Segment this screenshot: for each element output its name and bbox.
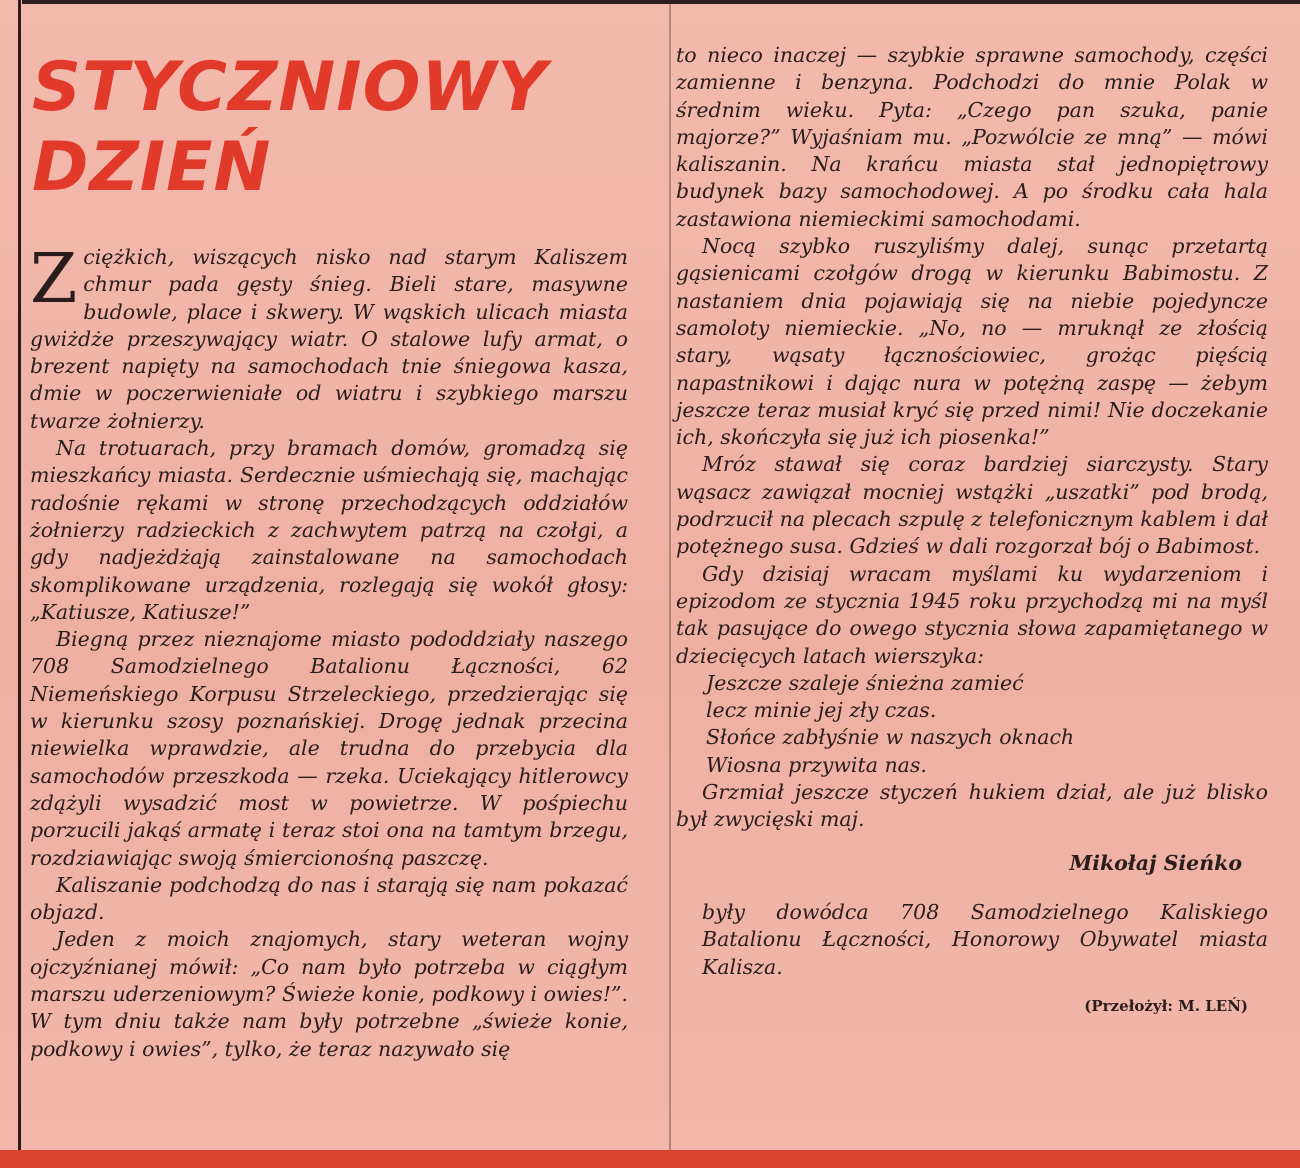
closing-paragraph: Grzmiał jeszcze styczeń hukiem dział, ale już blisko był zwycięski maj. bbox=[676, 780, 1268, 832]
poem-line: Jeszcze szaleje śnieżna zamieć bbox=[706, 670, 1024, 695]
paragraph-5: Jeden z moich znajomych, stary weteran wojny ojczyźnianej mówił: „Co nam było potrzeba w ciągłym marszu uderzeniowym? Świeże konie, podkowy i owies!”. W tym dniu także nam były potrzebne „świeże konie, podkowy i owies”, tylko, że teraz nazywało się bbox=[30, 927, 628, 1061]
article-title bbox=[32, 48, 548, 208]
author-signature: Mikołaj Sieńko bbox=[1069, 850, 1242, 875]
translator-credit: (Przełożył: M. LEŃ) bbox=[1084, 996, 1248, 1015]
paragraph-3: Biegną przez nieznajome miasto pododdziały naszego 708 Samodzielnego Batalionu Łączności, 62 Niemeńskiego Korpusu Strzeleckiego, przedzierając się w kierunku szosy poznańskiej. Drogę jednak przecina niewielka wprawdzie, ale trudna do przebycia dla samochodów przeszkoda — rzeka. Uciekający hitlerowcy zdążyli wysadzić most w powietrze. W pośpiechu porzucili jakąś armatę i teraz stoi ona na tamtym brzegu, rozdziawiając swoją śmiercionośną paszczę. bbox=[30, 627, 628, 870]
poem bbox=[676, 670, 1268, 779]
bottom-color-band bbox=[0, 1150, 1300, 1168]
top-border-rule bbox=[22, 0, 1300, 4]
poem-line: Wiosna przywita nas. bbox=[706, 752, 927, 777]
left-column bbox=[30, 240, 628, 1063]
title-line-1: STYCZNIOWY bbox=[32, 48, 548, 127]
paragraph-2: Na trotuarach, przy bramach domów, gromadzą się mieszkańcy miasta. Serdecznie uśmiechają się, machając radośnie rękami w stronę przechodzących oddziałów żołnierzy radzieckich z zachwytem patrzą na czołgi, a gdy nadjeżdżają zainstalowane na samochodach skomplikowane urządzenia, rozlegają się wokół głosy: „Katiusze, Katiusze!” bbox=[30, 436, 628, 624]
paragraph-7: Nocą szybko ruszyliśmy dalej, sunąc przetartą gąsienicami czołgów drogą w kierunku Babimostu. Z nastaniem dnia pojawiają się na niebie pojedyncze samoloty niemieckie. „No, no — mruknął ze złością stary, wąsaty łącznościowiec, grożąc pięścią napastnikowi i dając nura w potężną zaspę — żebym jeszcze teraz musiał kryć się przed nimi! Nie doczekanie ich, skończyła się już ich piosenka!” bbox=[676, 234, 1268, 450]
left-border-rule bbox=[18, 0, 21, 1168]
paragraph-9: Gdy dzisiaj wracam myślami ku wydarzeniom i epizodom ze stycznia 1945 roku przychodzą mi na myśl tak pasujące do owego stycznia słowa zapamiętanego w dziecięcych latach wierszyka: bbox=[676, 561, 1268, 668]
paragraph-8: Mróz stawał się coraz bardziej siarczysty. Stary wąsacz zawiązał mocniej wstążki „uszatki” pod brodą, podrzucił na plecach szpulę z telefonicznym kablem i dał potężnego susa. Gdzieś w dali rozgorzał bój o Babimost. bbox=[676, 452, 1268, 559]
paragraph-4: Kaliszanie podchodzą do nas i starają się nam pokazać objazd. bbox=[30, 872, 628, 925]
paragraph-6: to nieco inaczej — szybkie sprawne samochody, części zamienne i benzyna. Podchodzi do mnie Polak w średnim wieku. Pyta: „Czego pan szuka, panie majorze?” Wyjaśniam mu. „Pozwólcie ze mną” — mówi kaliszanin. Na krańcu miasta stał jednopiętrowy budynek bazy samochodowej. A po środku cała hala zastawiona niemieckimi samochodami. bbox=[676, 43, 1268, 231]
drop-cap: Z bbox=[30, 240, 78, 319]
right-column bbox=[676, 42, 1268, 1020]
title-line-2: DZIEŃ bbox=[32, 128, 272, 207]
poem-line: lecz minie jej zły czas. bbox=[706, 698, 937, 723]
author-bio: były dowódca 708 Samodzielnego Kaliskiego Batalionu Łączności, Honorowy Obywatel miasta Kalisza. bbox=[702, 899, 1268, 979]
column-divider bbox=[669, 0, 671, 1150]
paragraph-1 bbox=[30, 240, 628, 435]
poem-line: Słońce zabłyśnie w naszych oknach bbox=[706, 725, 1075, 750]
paragraph-1-text: ciężkich, wiszących nisko nad starym Kaliszem chmur pada gęsty śnieg. Bieli stare, masywne budowle, place i skwery. W wąskich ulicach miasta gwiżdże przeszywający wiatr. O stalowe lufy armat, o brezent napięty na samochodach tnie śniegowa kasza, dmie w poczerwieniałe od wiatru i szybkiego marszu twarze żołnierzy. bbox=[30, 245, 628, 433]
